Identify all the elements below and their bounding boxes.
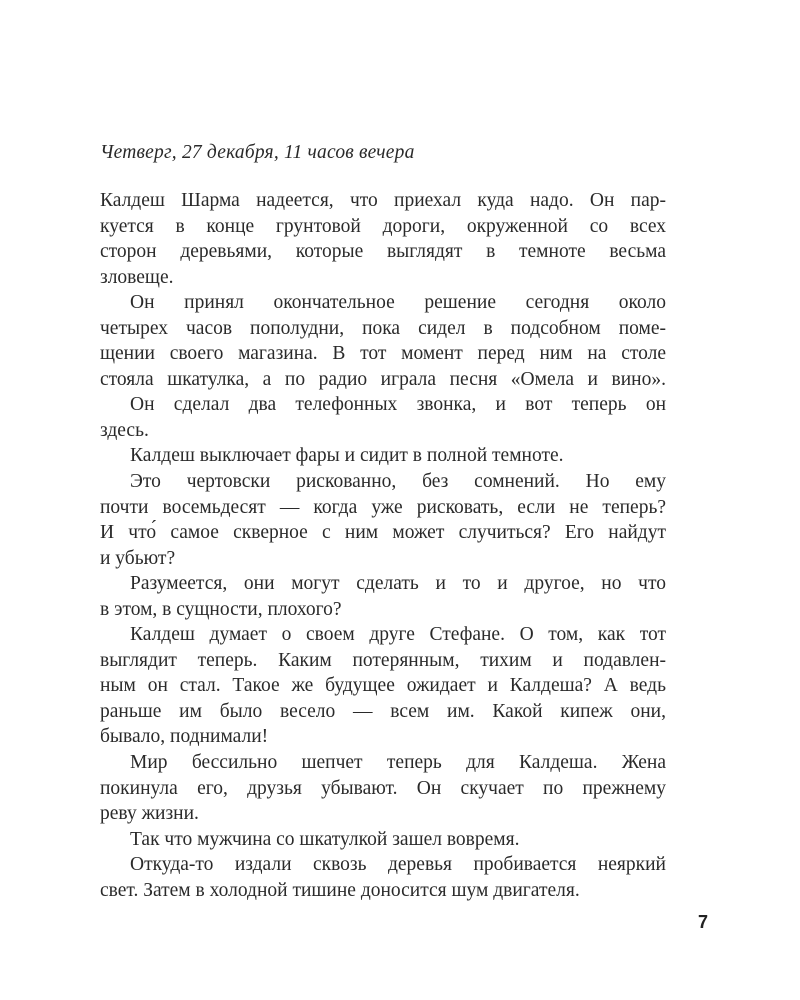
page-number: 7	[698, 912, 709, 932]
text-line: Калдеш выключает фары и сидит в полной темноте.	[130, 445, 564, 467]
text-line: Мир бессильно шепчет теперь для Калдеша. Жена	[130, 752, 666, 774]
text-line: раньше им было весело — всем им. Какой кипеж они,	[100, 700, 666, 722]
text-line: зловеще.	[100, 266, 174, 288]
chapter-heading: Четверг, 27 декабря, 11 часов вечера	[100, 142, 415, 163]
text-line: четырех часов пополудни, пока сидел в подсобном поме-	[100, 317, 666, 339]
body-text	[100, 188, 666, 903]
text-line: Калдеш Шарма надеется, что приехал куда надо. Он пар-	[100, 190, 666, 211]
text-line: Разумеется, они могут сделать и то и другое, но что	[130, 573, 666, 595]
text-line: куется в конце грунтовой дороги, окруженной со всех	[100, 215, 666, 237]
text-line: свет. Затем в холодной тишине доносится шум двигателя.	[100, 879, 580, 901]
text-line: почти восемьдесят — когда уже рисковать, если не теперь?	[100, 496, 666, 518]
text-line: Он сделал два телефонных звонка, и вот теперь он	[130, 394, 666, 416]
text-line: Так что мужчина со шкатулкой зашел вовремя.	[130, 828, 520, 850]
text-line: в этом, в сущности, плохого?	[100, 598, 342, 620]
text-line: щении своего магазина. В тот момент перед ним на столе	[100, 343, 666, 365]
text-line: стояла шкатулка, а по радио играла песня «Омела и вино».	[100, 368, 666, 390]
text-line: Он принял окончательное решение сегодня около	[130, 292, 666, 314]
text-line: сторон деревьями, которые выглядят в темноте весьма	[100, 241, 666, 263]
text-line: покинула его, друзья убывают. Он скучает по прежнему	[100, 777, 666, 799]
text-line: ным он стал. Такое же будущее ожидает и Калдеша? А ведь	[100, 675, 666, 697]
text-line: бывало, поднимали!	[100, 726, 269, 748]
text-line: и убьют?	[100, 547, 176, 569]
text-line: выглядит теперь. Каким потерянным, тихим и подавлен-	[100, 649, 666, 671]
text-line: Калдеш думает о своем друге Стефане. О том, как тот	[130, 624, 666, 646]
text-line: здесь.	[100, 419, 149, 441]
text-line: Это чертовски рискованно, без сомнений. Но ему	[130, 471, 666, 493]
text-line: И что́ самое скверное с ним может случиться? Его найдут	[100, 522, 666, 544]
text-line: Откуда-то издали сквозь деревья пробивается неяркий	[130, 854, 666, 876]
text-line: реву жизни.	[100, 803, 199, 825]
